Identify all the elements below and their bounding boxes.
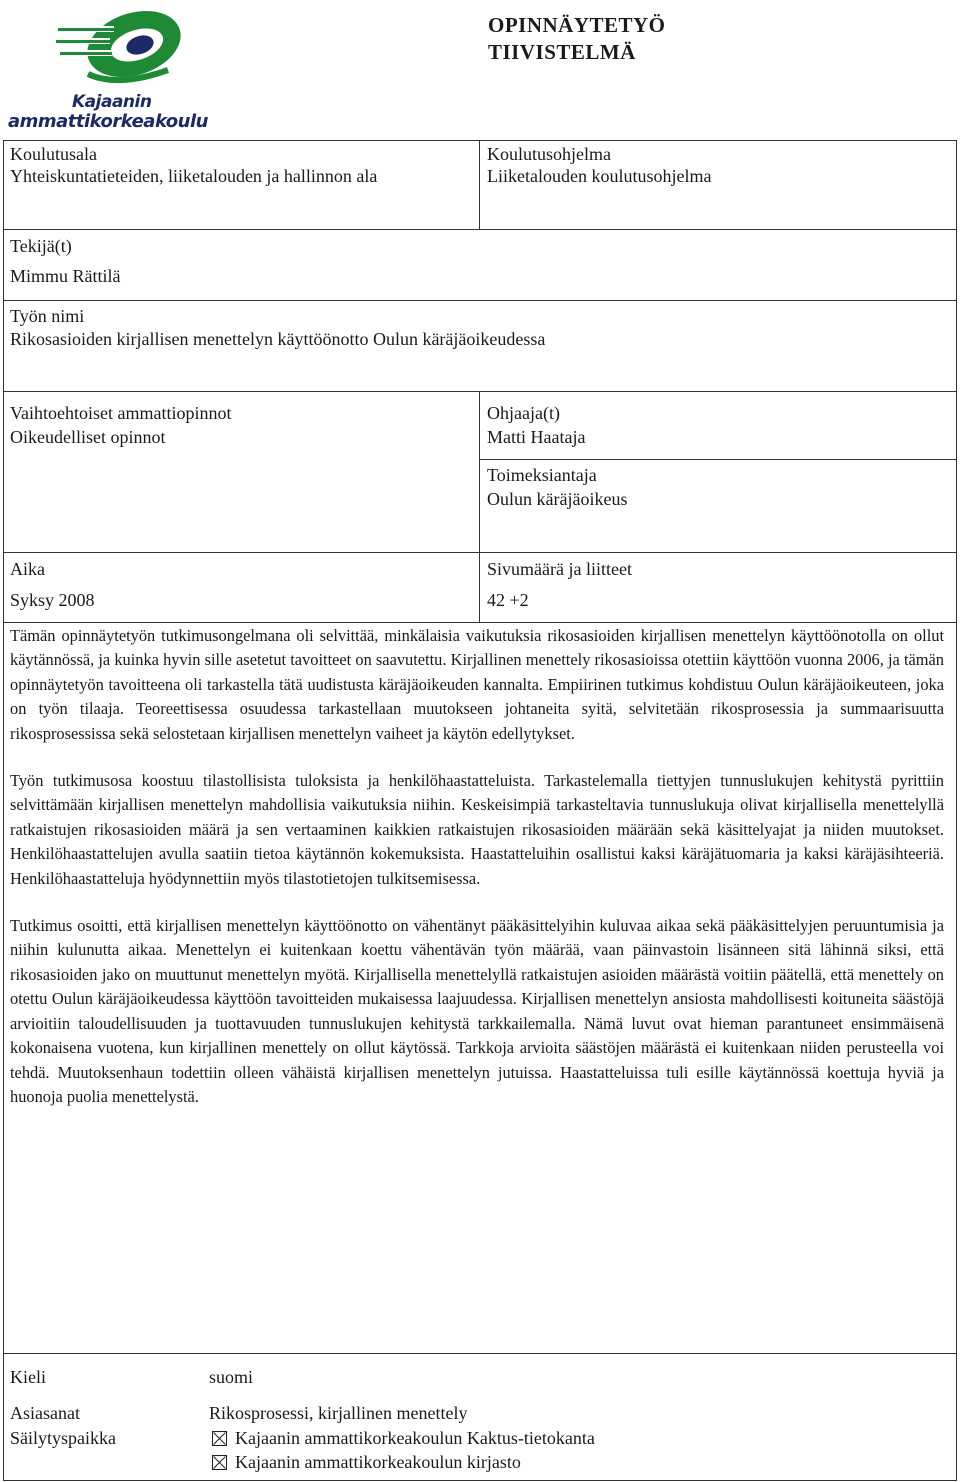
vaihtoehtoiset-value: Oikeudelliset opinnot — [10, 427, 166, 447]
divider — [3, 229, 957, 230]
koulutusohjelma-value: Liiketalouden koulutusohjelma — [487, 166, 712, 186]
tekija-value: Mimmu Rättilä — [10, 266, 121, 286]
logo-line1: Kajaanin — [72, 92, 152, 112]
checked-box-icon[interactable] — [212, 1455, 227, 1470]
logo-emblem-icon — [48, 4, 188, 96]
title-line1: OPINNÄYTETYÖ — [488, 13, 666, 37]
sailytyspaikka-label: Säilytyspaikka — [10, 1428, 116, 1448]
divider — [3, 391, 957, 392]
aika-label: Aika — [10, 559, 45, 579]
divider — [3, 552, 957, 553]
sailytys-option-2[interactable] — [212, 1450, 521, 1474]
toimeksiantaja-value: Oulun käräjäoikeus — [487, 489, 628, 509]
abstract-paragraph: Tämän opinnäytetyön tutkimusongelmana oli selvittää, minkälaisia vaikutuksia rikosasioiden kirjallisen menettelyn käyttöönotolla on ollut käytännössä, ja kuinka hyvin sille asetetut tavoitteet on saavutettu. Kirjallinen menettely rikosasioissa otettiin käyttöön vuonna 2006, ja tämän opinnäytetyön tavoitteena oli tarkastella tätä uudistusta käräjäoikeuden kannalta. Empiirinen tutkimus kohdistuu Oulun käräjäoikeuteen, joka on työn tilaaja. Teoreettisessa osuudessa tarkastellaan muutokseen johtaneita syitä, selvitetään rikosprosessia ja summaarisuutta rikosprosessissa sekä selostetaan kirjallisen menettelyn vaiheet ja käytön edellytykset. — [10, 626, 944, 743]
kieli-value: suomi — [209, 1367, 254, 1387]
sivumaara-label: Sivumäärä ja liitteet — [487, 559, 632, 579]
ohjaaja-value: Matti Haataja — [487, 427, 586, 447]
divider — [479, 459, 957, 460]
toimeksiantaja-label: Toimeksiantaja — [487, 465, 597, 485]
abstract-body — [10, 624, 944, 1132]
ohjaaja-label: Ohjaaja(t) — [487, 403, 560, 423]
koulutusohjelma-label: Koulutusohjelma — [487, 144, 611, 164]
logo-line2: ammattikorkeakoulu — [8, 111, 208, 132]
divider — [479, 140, 480, 229]
sailytys-option-1-label: Kajaanin ammattikorkeakoulun Kaktus-tietokanta — [235, 1428, 595, 1448]
tekija-label: Tekijä(t) — [10, 236, 72, 256]
form-frame-upper — [3, 140, 957, 623]
divider — [479, 391, 480, 623]
sailytys-option-1[interactable] — [212, 1426, 595, 1450]
school-logo — [8, 4, 228, 136]
sivumaara-value: 42 +2 — [487, 590, 529, 610]
aika-value: Syksy 2008 — [10, 590, 95, 610]
document-title — [488, 12, 666, 66]
koulutusala-label: Koulutusala — [10, 144, 97, 164]
sailytys-option-2-label: Kajaanin ammattikorkeakoulun kirjasto — [235, 1452, 521, 1472]
title-line2: TIIVISTELMÄ — [488, 40, 636, 64]
checked-box-icon[interactable] — [212, 1431, 227, 1446]
asiasanat-label: Asiasanat — [10, 1403, 80, 1423]
abstract-paragraph: Työn tutkimusosa koostuu tilastollisista tuloksista ja henkilöhaastatteluista. Tarkastelemalla tiettyjen tunnuslukujen kehitystä pyrittiin selvittämään kirjallisen menettelyn mahdollisia vaikutuksia niihin. Keskeisimpiä tarkasteltavia tunnuslukuja olivat kirjallisella menettelyllä ratkaistujen rikosasioiden määrä ja sen vertaaminen kaikkien ratkaistujen rikosasioiden määrään sekä käsittelyajat ja niiden muutokset. Henkilöhaastattelujen avulla saatiin tietoa käytännön kokemuksista. Haastatteluihin osallistui kaksi käräjätuomaria ja kaksi käräjäsihteeriä. Henkilöhaastatteluja hyödynnettiin myös tilastotietojen tulkitsemisessa. — [10, 771, 944, 888]
asiasanat-value: Rikosprosessi, kirjallinen menettely — [209, 1403, 468, 1423]
abstract-paragraph: Tutkimus osoitti, että kirjallisen menettelyn käyttöönotto on vähentänyt pääkäsittelyihin kuluvaa aikaa sekä pääkäsittelyjen peruuntumisia ja niihin kulunutta aikaa. Menettelyn ei kuitenkaan koettu vähentävän työn määrää, vaan päinvastoin lisänneen sitä lähinnä siksi, että rikosasioiden jako on muuttunut menettelyn myötä. Kirjallisella menettelyllä ratkaistujen asioiden määrästä voitiin päätellä, että menettely on otettu Oulun käräjäoikeudessa käyttöön tavoitteiden mukaisessa laajuudessa. Kirjallisen menettelyn ansiosta mahdollisesti koituneita säästöjä arvioitiin taloudellisuuden ja tuottavuuden tunnuslukujen kehitystä tarkkailemalla. Nämä luvut ovat hieman parantuneet ensimmäisenä kokonaisena vuotena, kun kirjallinen menettely on ollut käytössä. Tarkkoja arvioita säästöjen määrästä ei kuitenkaan niiden perusteella voi tehdä. Muutoksenhaun todettiin olleen vähäistä kirjallisen menettelyn jutuissa. Haastatteluissa tuli esille käytännössä koettuja hyviä ja huonoja puolia menettelystä. — [10, 916, 944, 1106]
vaihtoehtoiset-label: Vaihtoehtoiset ammattiopinnot — [10, 403, 232, 423]
tyon-nimi-label: Työn nimi — [10, 306, 85, 326]
tyon-nimi-value: Rikosasioiden kirjallisen menettelyn käyttöönotto Oulun käräjäoikeudessa — [10, 329, 546, 349]
divider — [3, 300, 957, 301]
koulutusala-value: Yhteiskuntatieteiden, liiketalouden ja hallinnon ala — [10, 166, 378, 186]
kieli-label: Kieli — [10, 1367, 46, 1387]
